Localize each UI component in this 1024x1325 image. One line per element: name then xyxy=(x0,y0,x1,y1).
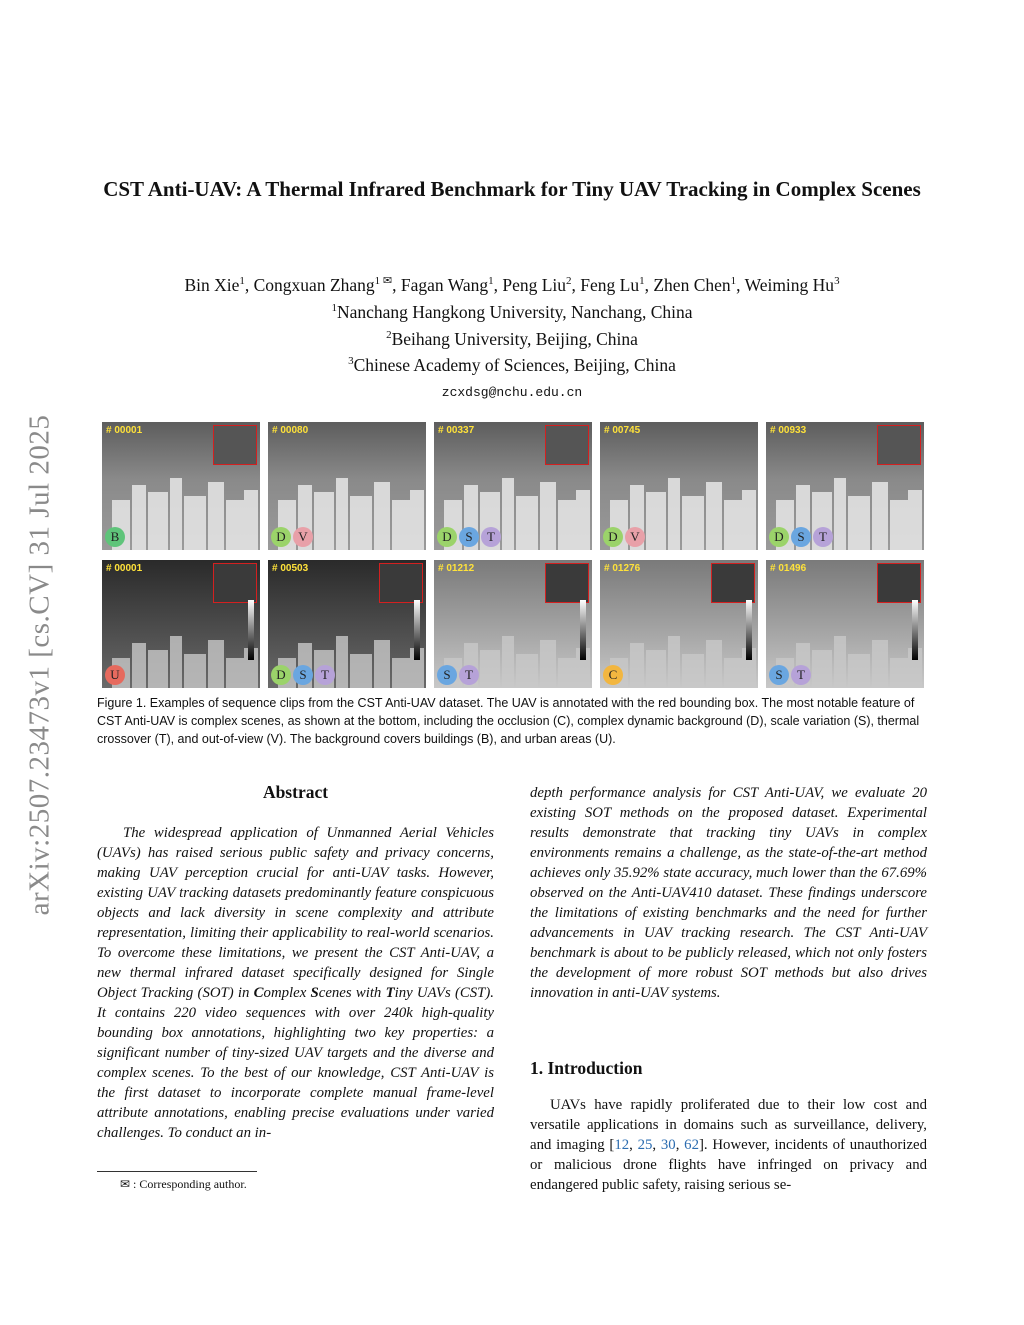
building-silhouette xyxy=(646,492,666,550)
affiliation-line xyxy=(100,350,924,377)
author-block xyxy=(100,270,924,404)
attribute-tag: T xyxy=(459,665,479,685)
figure-frame xyxy=(102,422,260,550)
uav-zoom-inset xyxy=(877,425,921,465)
temperature-scale-bar xyxy=(580,600,586,660)
author-affiliation-mark: 1 xyxy=(730,275,737,287)
frame-number: # 01212 xyxy=(438,563,475,574)
attribute-tag: D xyxy=(603,527,623,547)
paper-title: CST Anti-UAV: A Thermal Infrared Benchmark for Tiny UAV Tracking in Complex Scenes xyxy=(103,177,921,201)
figure-frame xyxy=(600,560,758,688)
building-silhouette xyxy=(226,658,244,688)
citation-link[interactable]: 12 xyxy=(614,1137,630,1153)
figure-caption: Figure 1. Examples of sequence clips from the CST Anti-UAV dataset. The UAV is annotated with the red bounding box. The most notable feature of CST Anti-UAV is complex scenes, as shown at the bottom, including the occlusion (C), complex dynamic background (D), scale variation (S), thermal crossover (T), and out-of-view (V). The background covers buildings (B), and urban areas (U). xyxy=(97,696,920,746)
affiliation-text: Nanchang Hangkong University, Nanchang, China xyxy=(336,301,693,322)
building-silhouette xyxy=(170,636,182,688)
building-silhouette xyxy=(812,650,832,688)
frame-number: # 00080 xyxy=(272,425,309,436)
building-silhouette xyxy=(724,658,742,688)
building-silhouette xyxy=(148,492,168,550)
building-silhouette xyxy=(502,636,514,688)
building-silhouette xyxy=(226,500,244,550)
affiliation-text: Chinese Academy of Sciences, Beijing, China xyxy=(353,355,676,376)
attribute-tags xyxy=(271,665,335,685)
introduction-paragraph: UAVs have rapidly proliferated due to their low cost and versatile applications in domains such as surveillance, delivery, and imaging [12, 25, 30, 62]. However, incidents of unauthorized or malicious drone flights have infringed on privacy and endangered public safety, raising serious se- xyxy=(530,1097,928,1193)
author-list: Bin Xie$^1$, Congxuan Zhang$^{1 ✉}$, Fagan Wang$^1$, Peng Liu$^2$, Feng Lu$^1$, Zhen Chen$^1$, Weiming Hu$^3$ xyxy=(184,274,840,295)
attribute-tag: S xyxy=(293,665,313,685)
citation-link[interactable]: 30 xyxy=(660,1137,676,1153)
building-silhouette xyxy=(540,482,556,550)
attribute-tag: B xyxy=(105,527,125,547)
building-silhouette xyxy=(872,640,888,688)
building-silhouette xyxy=(890,500,908,550)
affiliation-text: Beihang University, Beijing, China xyxy=(391,328,638,349)
building-silhouette xyxy=(558,658,576,688)
attribute-tag: D xyxy=(769,527,789,547)
building-silhouette xyxy=(890,658,908,688)
building-silhouette xyxy=(834,478,846,550)
figure-frame xyxy=(766,560,924,688)
building-silhouette xyxy=(706,640,722,688)
attribute-tag: S xyxy=(769,665,789,685)
attribute-tags xyxy=(769,665,811,685)
uav-zoom-inset xyxy=(213,425,257,465)
frame-number: # 00001 xyxy=(106,563,143,574)
frame-number: # 00745 xyxy=(604,425,641,436)
author-affiliation-mark: 1 xyxy=(639,275,645,287)
building-silhouette xyxy=(184,654,206,688)
citation-link[interactable]: 25 xyxy=(637,1137,653,1153)
abstract-body: The widespread application of Unmanned Aerial Vehicles (UAVs) has raised serious public safety and privacy concerns, making UAV perception crucial for anti-UAV tasks. However, existing UAV tracking datasets predominantly feature conspicuous objects and lack diversity in scene complexity and attribute representation, limiting their applicability to real-world scenarios. To overcome these limitations, we present the CST Anti-UAV, a new thermal infrared dataset specifically designed for Single Object Tracking (SOT) in Complex Scenes with Tiny UAVs (CST). It contains 220 video sequences with over 240k high-quality bounding box annotations, highlighting two key properties: a significant number of tiny-sized UAV targets and the diverse and complex scenes. To the best of our knowledge, CST Anti-UAV is the first dataset to incorporate complete manual frame-level attribute annotations, enabling precise evaluations under varied challenges. To conduct an in- xyxy=(97,825,495,1141)
attribute-tag: C xyxy=(603,665,623,685)
attribute-tag: T xyxy=(481,527,501,547)
attribute-tag: T xyxy=(315,665,335,685)
building-silhouette xyxy=(314,492,334,550)
author-affiliation-mark: 1 xyxy=(239,275,245,287)
frame-number: # 00503 xyxy=(272,563,309,574)
figure-frame xyxy=(268,422,426,550)
building-silhouette xyxy=(516,654,538,688)
author-name: Congxuan Zhang xyxy=(253,274,375,295)
author-name: Feng Lu xyxy=(580,274,640,295)
affiliation-mark: 3 xyxy=(348,355,354,368)
figure-frame xyxy=(600,422,758,550)
attribute-tag: U xyxy=(105,665,125,685)
building-silhouette xyxy=(350,496,372,550)
building-silhouette xyxy=(184,496,206,550)
affiliation-line xyxy=(100,297,924,324)
building-silhouette xyxy=(558,500,576,550)
citation-list: 12, 25, 30, 62 xyxy=(614,1137,699,1153)
building-silhouette xyxy=(336,636,348,688)
footnote: ✉ : Corresponding author. xyxy=(120,1177,247,1191)
attribute-tag: D xyxy=(271,665,291,685)
building-silhouette xyxy=(132,643,146,688)
building-silhouette xyxy=(668,478,680,550)
figure-frame xyxy=(434,422,592,550)
uav-zoom-inset xyxy=(213,563,257,603)
attribute-tag: S xyxy=(791,527,811,547)
author-affiliation-mark: 2 xyxy=(566,275,572,287)
building-silhouette xyxy=(132,485,146,550)
author-affiliation-mark: 3 xyxy=(834,275,840,287)
footnote-divider xyxy=(97,1171,257,1172)
arxiv-stamp: arXiv:2507.23473v1 [cs.CV] 31 Jul 2025 xyxy=(23,414,56,916)
abstract-body-continued: depth performance analysis for CST Anti-UAV, we evaluate 20 existing SOT methods on the proposed dataset. Experimental results demonstrate that tracking tiny UAVs in complex environments remains a challenge, as the state-of-the-art method achieves only 35.92% state accuracy, much lower than the 67.69% observed on the Anti-UAV410 dataset. These findings underscore the limitations of existing benchmarks and the need for further advancements in UAV tracking research. The CST Anti-UAV benchmark is about to be publicly released, which not only fosters the development of more robust SOT methods but also drives innovation in anti-UAV systems. xyxy=(530,785,927,1001)
attribute-tag: V xyxy=(625,527,645,547)
building-silhouette xyxy=(148,650,168,688)
author-name: Weiming Hu xyxy=(744,274,835,295)
section-heading-introduction: 1. Introduction xyxy=(530,1058,643,1078)
uav-zoom-inset xyxy=(379,563,423,603)
building-silhouette xyxy=(410,490,424,550)
building-silhouette xyxy=(244,490,258,550)
building-silhouette xyxy=(834,636,846,688)
figure-frame xyxy=(102,560,260,688)
building-silhouette xyxy=(576,490,590,550)
uav-zoom-inset xyxy=(877,563,921,603)
frame-number: # 00337 xyxy=(438,425,475,436)
attribute-tags xyxy=(105,527,125,547)
building-silhouette xyxy=(646,650,666,688)
attribute-tags xyxy=(603,665,623,685)
building-silhouette xyxy=(392,658,410,688)
attribute-tags xyxy=(603,527,645,547)
building-silhouette xyxy=(336,478,348,550)
author-name: Zhen Chen xyxy=(653,274,731,295)
building-silhouette xyxy=(742,490,756,550)
figure-frame xyxy=(268,560,426,688)
building-silhouette xyxy=(682,496,704,550)
frame-number: # 01496 xyxy=(770,563,807,574)
attribute-tags xyxy=(271,527,313,547)
attribute-tags xyxy=(437,527,501,547)
building-silhouette xyxy=(706,482,722,550)
affiliation-mark: 2 xyxy=(386,328,392,341)
building-silhouette xyxy=(668,636,680,688)
temperature-scale-bar xyxy=(912,600,918,660)
building-silhouette xyxy=(208,482,224,550)
author-affiliation-mark: 1 xyxy=(488,275,494,287)
attribute-tag: T xyxy=(791,665,811,685)
attribute-tag: D xyxy=(271,527,291,547)
attribute-tags xyxy=(105,665,125,685)
affiliation-line xyxy=(100,324,924,351)
building-silhouette xyxy=(540,640,556,688)
temperature-scale-bar xyxy=(746,600,752,660)
building-silhouette xyxy=(350,654,372,688)
citation-link[interactable]: 62 xyxy=(684,1137,699,1153)
building-silhouette xyxy=(480,650,500,688)
attribute-tag: S xyxy=(437,665,457,685)
uav-zoom-inset xyxy=(711,563,755,603)
figure-frame xyxy=(766,422,924,550)
figure-1 xyxy=(102,422,926,690)
building-silhouette xyxy=(374,482,390,550)
uav-zoom-inset xyxy=(545,563,589,603)
building-silhouette xyxy=(502,478,514,550)
author-name: Bin Xie xyxy=(184,274,240,295)
email-address[interactable]: zcxdsg@nchu.edu.cn xyxy=(441,385,583,401)
attribute-tag: T xyxy=(813,527,833,547)
attribute-tag: V xyxy=(293,527,313,547)
figure-frame xyxy=(434,560,592,688)
attribute-tags xyxy=(437,665,479,685)
attribute-tag: D xyxy=(437,527,457,547)
building-silhouette xyxy=(872,482,888,550)
building-silhouette xyxy=(170,478,182,550)
building-silhouette xyxy=(908,490,922,550)
author-affiliation-mark: 1 ✉ xyxy=(374,275,393,287)
affiliation-list xyxy=(100,297,924,377)
author-name: Peng Liu xyxy=(502,274,567,295)
frame-number: # 00001 xyxy=(106,425,143,436)
frame-number: # 00933 xyxy=(770,425,807,436)
temperature-scale-bar xyxy=(248,600,254,660)
author-name: Fagan Wang xyxy=(400,274,489,295)
building-silhouette xyxy=(682,654,704,688)
attribute-tags xyxy=(769,527,833,547)
uav-zoom-inset xyxy=(545,425,589,465)
building-silhouette xyxy=(516,496,538,550)
building-silhouette xyxy=(630,643,644,688)
affiliation-mark: 1 xyxy=(331,301,337,314)
building-silhouette xyxy=(848,496,870,550)
abstract-heading: Abstract xyxy=(262,782,329,802)
building-silhouette xyxy=(208,640,224,688)
building-silhouette xyxy=(374,640,390,688)
temperature-scale-bar xyxy=(414,600,420,660)
building-silhouette xyxy=(848,654,870,688)
attribute-tag: S xyxy=(459,527,479,547)
building-silhouette xyxy=(392,500,410,550)
frame-number: # 01276 xyxy=(604,563,641,574)
building-silhouette xyxy=(724,500,742,550)
